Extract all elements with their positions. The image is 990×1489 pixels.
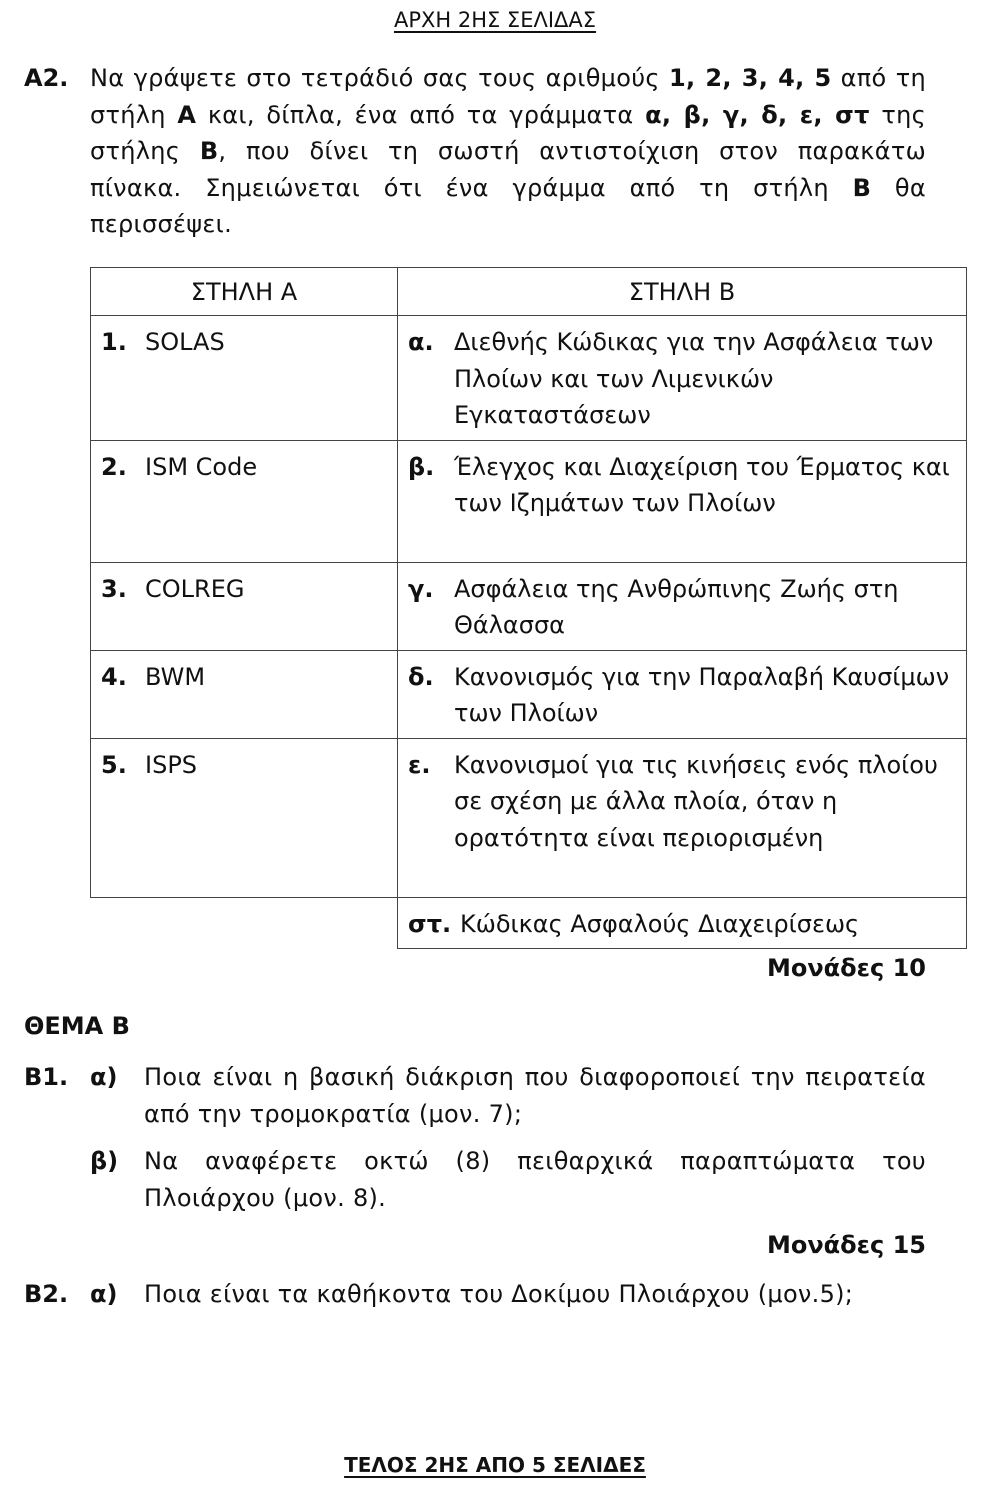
table-header-row bbox=[91, 268, 967, 316]
emphasis-text: Α bbox=[177, 100, 197, 129]
question-b1b-text: Να αναφέρετε οκτώ (8) πειθαρχικά παραπτώματα του Πλοιάρχου (μον. 8). bbox=[144, 1147, 926, 1212]
column-b-header: ΣΤΗΛΗ Β bbox=[398, 268, 967, 316]
column-a-item: BWM bbox=[145, 662, 206, 691]
table-row bbox=[91, 562, 967, 650]
column-b-item: Διεθνής Κώδικας για την Ασφάλεια των Πλοίων και των Λιμενικών Εγκαταστάσεων bbox=[454, 328, 934, 429]
table-row bbox=[91, 316, 967, 441]
page-header: ΑΡΧΗ 2ΗΣ ΣΕΛΙΔΑΣ bbox=[393, 8, 597, 32]
points-b1: Μονάδες 15 bbox=[766, 1231, 926, 1259]
column-b-letter: γ. bbox=[408, 574, 434, 603]
question-b1a-label: α) bbox=[90, 1063, 118, 1091]
column-b-letter: στ. bbox=[408, 909, 452, 938]
matching-table bbox=[90, 267, 967, 949]
emphasis-text: Β bbox=[199, 137, 219, 165]
question-a2-text bbox=[90, 60, 926, 243]
column-a-number: 1. bbox=[101, 328, 127, 356]
question-b2a-text: Ποια είναι τα καθήκοντα του Δοκίμου Πλοιάρχου (μον.5); bbox=[144, 1280, 854, 1308]
question-a2-label: Α2. bbox=[24, 64, 69, 92]
table-row bbox=[91, 650, 967, 738]
column-a-item: ISM Code bbox=[145, 452, 258, 481]
column-a-number: 3. bbox=[101, 574, 127, 603]
column-b-letter: β. bbox=[408, 452, 435, 481]
column-a-item: COLREG bbox=[145, 574, 245, 603]
column-b-item: Κανονισμοί για τις κινήσεις ενός πλοίου σε σχέση με άλλα πλοία, όταν η ορατότητα είναι περιορισμένη bbox=[454, 750, 938, 852]
column-b-letter: ε. bbox=[408, 750, 431, 779]
column-a-number: 4. bbox=[101, 662, 127, 691]
column-a-number: 2. bbox=[101, 452, 127, 481]
body-text: Να γράψετε στο τετράδιό σας τους αριθμούς bbox=[90, 64, 670, 92]
question-b1-label: Β1. bbox=[24, 1063, 69, 1091]
emphasis-text: Β bbox=[852, 173, 872, 202]
question-b2a-label: α) bbox=[90, 1280, 118, 1308]
emphasis-text: 1, 2, 3, 4, 5 bbox=[669, 64, 832, 92]
question-b1a-text: Ποια είναι η βασική διάκριση που διαφοροποιεί την πειρατεία από την τρομοκρατία (μον. 7); bbox=[144, 1063, 926, 1128]
column-b-letter: δ. bbox=[408, 662, 434, 691]
table-row bbox=[91, 738, 967, 897]
column-b-item: Κανονισμός για την Παραλαβή Καυσίμων των Πλοίων bbox=[454, 662, 950, 727]
body-text: της στήλης bbox=[90, 100, 926, 165]
body-text: και, δίπλα, ένα από τα γράμματα bbox=[196, 100, 646, 129]
column-b-item: Ασφάλεια της Ανθρώπινης Ζωής στη Θάλασσα bbox=[454, 574, 899, 639]
section-title: ΘΕΜΑ Β bbox=[24, 1012, 130, 1040]
question-b1b-label: β) bbox=[90, 1147, 119, 1175]
column-a-header: ΣΤΗΛΗ Α bbox=[91, 268, 398, 316]
points-a2: Μονάδες 10 bbox=[766, 954, 926, 982]
column-b-item: Κώδικας Ασφαλούς Διαχειρίσεως bbox=[460, 909, 860, 938]
column-b-letter: α. bbox=[408, 328, 434, 356]
column-a-number: 5. bbox=[101, 750, 127, 779]
column-a-item: ISPS bbox=[145, 750, 198, 779]
body-text: θα περισσέψει. bbox=[90, 173, 926, 238]
body-text: , που δίνει τη σωστή αντιστοίχιση στον παρακάτω πίνακα. Σημειώνεται ότι ένα γράμμα από τη στήλη bbox=[90, 137, 926, 202]
column-b-item: Έλεγχος και Διαχείριση του Έρματος και των Ιζημάτων των Πλοίων bbox=[454, 452, 950, 517]
question-b2-label: Β2. bbox=[24, 1280, 69, 1308]
emphasis-text: α, β, γ, δ, ε, στ bbox=[645, 100, 870, 129]
table-row-extra bbox=[91, 897, 967, 949]
column-a-item: SOLAS bbox=[145, 328, 225, 356]
body-text: από τη στήλη bbox=[90, 64, 926, 129]
page-footer: ΤΕΛΟΣ 2ΗΣ ΑΠΟ 5 ΣΕΛΙΔΕΣ bbox=[344, 1453, 646, 1477]
table-row bbox=[91, 440, 967, 562]
